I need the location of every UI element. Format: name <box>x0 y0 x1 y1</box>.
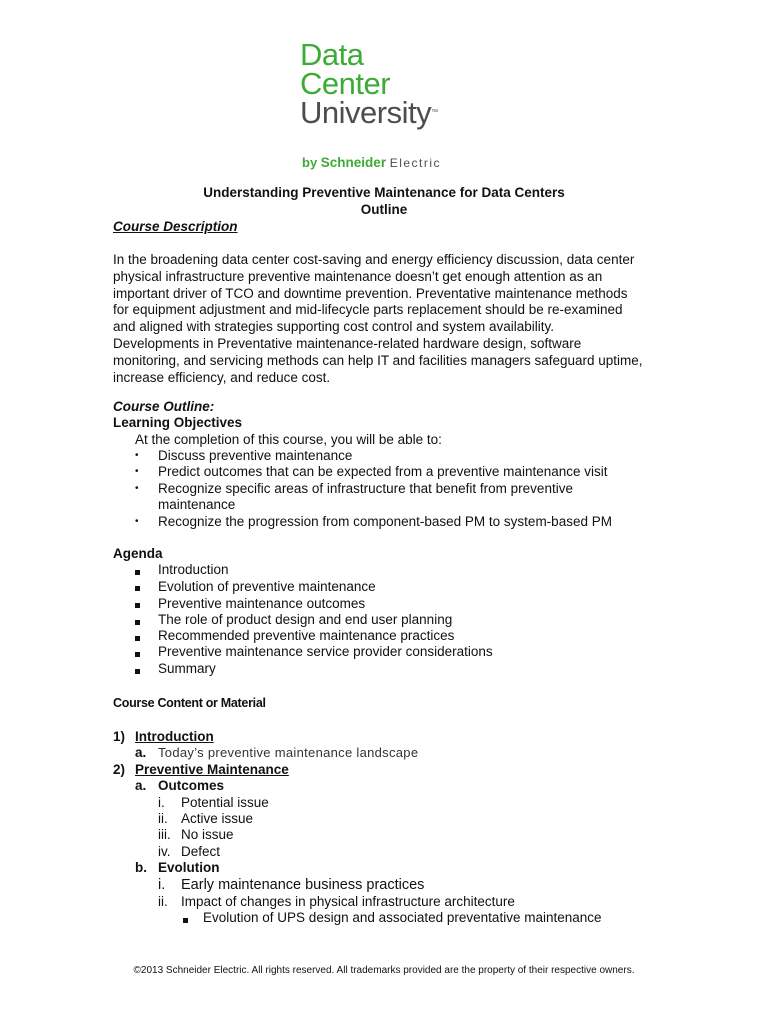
agenda-item: Introduction <box>158 562 229 577</box>
objective-item: Recognize specific areas of infrastructure that benefit from preventive <box>158 481 573 496</box>
objectives-intro: At the completion of this course, you will be able to: <box>135 432 442 447</box>
logo-university-text: University <box>300 95 432 130</box>
square-bullet <box>135 617 140 628</box>
outcome-item: No issue <box>181 827 234 842</box>
subsection-text: Today’s preventive maintenance landscape <box>158 745 419 760</box>
section-number: 1) <box>113 729 126 744</box>
description-line: important driver of TCO and downtime prevention. Preventative maintenance methods <box>113 285 628 301</box>
copyright-footer: ©2013 Schneider Electric. All rights reserved. All trademarks provided are the property of their respective owners. <box>133 965 635 976</box>
agenda-item: Preventive maintenance outcomes <box>158 596 366 611</box>
roman-numeral: iii. <box>158 827 171 842</box>
dcu-logo <box>300 37 470 130</box>
subsection-letter: b. <box>135 860 147 875</box>
course-outline-heading: Course Outline: <box>113 399 215 414</box>
square-bullet <box>135 633 140 644</box>
description-line: physical infrastructure preventive maintenance doesn’t get enough attention as an <box>113 268 603 284</box>
objective-item: Predict outcomes that can be expected from a preventive maintenance visit <box>158 464 608 479</box>
square-bullet <box>135 649 140 660</box>
bullet-dot: • <box>135 516 139 527</box>
learning-objectives-heading: Learning Objectives <box>113 415 243 430</box>
agenda-item: Preventive maintenance service provider considerations <box>158 644 493 659</box>
description-line: increase efficiency, and reduce cost. <box>113 369 331 385</box>
evolution-item: Impact of changes in physical infrastructure architecture <box>181 894 515 909</box>
objective-item: Discuss preventive maintenance <box>158 448 353 463</box>
logo-line-data: Data <box>300 37 364 72</box>
course-description-heading: Course Description <box>113 219 238 234</box>
outcome-item: Active issue <box>181 811 254 826</box>
roman-numeral: ii. <box>158 811 168 826</box>
subsection-title-outcomes: Outcomes <box>158 778 225 793</box>
bullet-dot: • <box>135 483 139 494</box>
logo-brand: Schneider <box>320 155 387 170</box>
course-description-paragraph <box>113 252 673 386</box>
logo-electric: Electric <box>389 156 442 170</box>
evolution-item: Early maintenance business practices <box>181 877 425 893</box>
roman-numeral: iv. <box>158 844 171 859</box>
section-title-preventive-maintenance: Preventive Maintenance <box>135 762 289 777</box>
description-line: and aligned with strategies supporting cost control and system availability. <box>113 319 554 335</box>
evolution-subitem: Evolution of UPS design and associated preventative maintenance <box>203 910 602 925</box>
agenda-item: The role of product design and end user planning <box>158 612 453 627</box>
bullet-dot: • <box>135 450 139 461</box>
outcome-item: Defect <box>181 844 221 859</box>
roman-numeral: ii. <box>158 894 168 909</box>
document-title: Understanding Preventive Maintenance for Data Centers <box>203 185 565 200</box>
square-bullet <box>135 600 140 611</box>
square-bullet <box>135 666 140 677</box>
square-bullet <box>183 915 188 926</box>
course-content-heading: Course Content or Material <box>113 696 266 710</box>
objective-item-continued: maintenance <box>158 497 236 512</box>
document-subtitle: Outline <box>360 202 408 217</box>
subsection-title-evolution: Evolution <box>158 860 220 875</box>
objective-item: Recognize the progression from component-based PM to system-based PM <box>158 514 612 529</box>
agenda-item: Evolution of preventive maintenance <box>158 579 376 594</box>
description-line: Developments in Preventative maintenance-related hardware design, software <box>113 335 582 351</box>
description-line: for equipment adjustment and mid-lifecycle parts replacement should be re-examined <box>113 302 623 318</box>
agenda-heading: Agenda <box>113 546 163 561</box>
description-line: In the broadening data center cost-saving and energy efficiency discussion, data center <box>113 252 635 267</box>
roman-numeral: i. <box>158 877 166 893</box>
logo-tm: ™ <box>431 109 438 116</box>
logo-line-center: Center <box>300 66 391 101</box>
logo-line-university <box>300 95 470 130</box>
agenda-item: Recommended preventive maintenance practices <box>158 628 455 643</box>
section-title-introduction: Introduction <box>135 729 214 744</box>
logo-by: by <box>302 155 318 170</box>
section-number: 2) <box>113 762 126 777</box>
subsection-letter: a. <box>135 745 147 760</box>
subsection-letter: a. <box>135 778 147 793</box>
logo-byline <box>302 155 441 170</box>
bullet-dot: • <box>135 466 139 477</box>
outcome-item: Potential issue <box>181 795 269 810</box>
square-bullet <box>135 583 140 594</box>
agenda-item: Summary <box>158 661 216 676</box>
square-bullet <box>135 567 140 578</box>
description-line: monitoring, and servicing methods can help IT and facilities managers safeguard uptime, <box>113 352 643 368</box>
roman-numeral: i. <box>158 795 165 810</box>
